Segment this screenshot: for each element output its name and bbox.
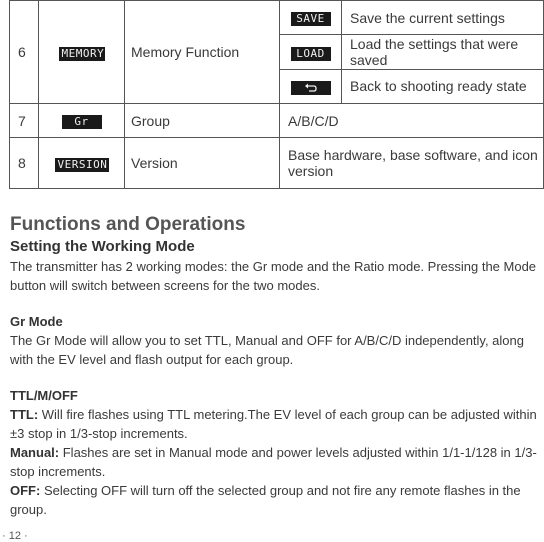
version-icon-label: VERSION bbox=[55, 158, 109, 172]
load-icon-label: LOAD bbox=[291, 47, 331, 61]
button-description: Load the settings that were saved bbox=[342, 35, 544, 69]
page-number: · 12 · bbox=[2, 530, 28, 542]
row-number: 6 bbox=[10, 1, 39, 104]
load-lcd-icon bbox=[280, 35, 342, 69]
group-lcd-icon bbox=[39, 104, 125, 138]
operations-section bbox=[10, 213, 544, 519]
table-row bbox=[10, 104, 544, 138]
version-lcd-icon bbox=[39, 138, 125, 189]
row-number: 8 bbox=[10, 138, 39, 189]
gr-mode-paragraph: The Gr Mode will allow you to set TTL, Manual and OFF for A/B/C/D independently, along with the EV level and flash output for each group. bbox=[10, 333, 524, 367]
memory-icon-label: MEMORY bbox=[59, 47, 105, 61]
off-label: OFF: bbox=[10, 483, 41, 498]
ttl-item bbox=[10, 405, 544, 443]
group-icon-label: Gr bbox=[62, 115, 102, 129]
button-description: Save the current settings bbox=[342, 1, 544, 35]
manual-item bbox=[10, 443, 544, 481]
gr-mode-heading: Gr Mode bbox=[10, 314, 63, 329]
function-name: Memory Function bbox=[125, 1, 280, 104]
function-table bbox=[9, 0, 544, 189]
off-text: Selecting OFF will turn off the selected group and not fire any remote flashes in the group. bbox=[10, 483, 521, 517]
ttl-text: Will fire flashes using TTL metering.The EV level of each group can be adjusted within ±3 stop in 1/3-stop increments. bbox=[10, 407, 537, 441]
manual-text: Flashes are set in Manual mode and power levels adjusted within 1/1-1/128 in 1/3-stop increments. bbox=[10, 445, 537, 479]
button-description: Back to shooting ready state bbox=[342, 69, 544, 103]
off-item bbox=[10, 481, 544, 519]
save-lcd-icon bbox=[280, 1, 342, 35]
function-name: Version bbox=[125, 138, 280, 189]
section-title: Functions and Operations bbox=[10, 214, 246, 235]
ttl-label: TTL: bbox=[10, 407, 39, 422]
back-arrow-icon bbox=[291, 81, 331, 95]
intro-paragraph: The transmitter has 2 working modes: the Gr mode and the Ratio mode. Pressing the Mode button will switch between screens for the two modes. bbox=[10, 259, 537, 293]
save-icon-label: SAVE bbox=[291, 12, 331, 26]
back-lcd-icon bbox=[280, 69, 342, 103]
function-name: Group bbox=[125, 104, 280, 138]
manual-label: Manual: bbox=[10, 445, 60, 460]
ttl-heading: TTL/M/OFF bbox=[10, 388, 78, 403]
function-description: A/B/C/D bbox=[280, 104, 544, 138]
function-description: Base hardware, base software, and icon version bbox=[280, 138, 544, 189]
table-row bbox=[10, 1, 544, 35]
subsection-title: Setting the Working Mode bbox=[10, 238, 195, 255]
memory-lcd-icon bbox=[39, 1, 125, 104]
row-number: 7 bbox=[10, 104, 39, 138]
table-row bbox=[10, 138, 544, 189]
